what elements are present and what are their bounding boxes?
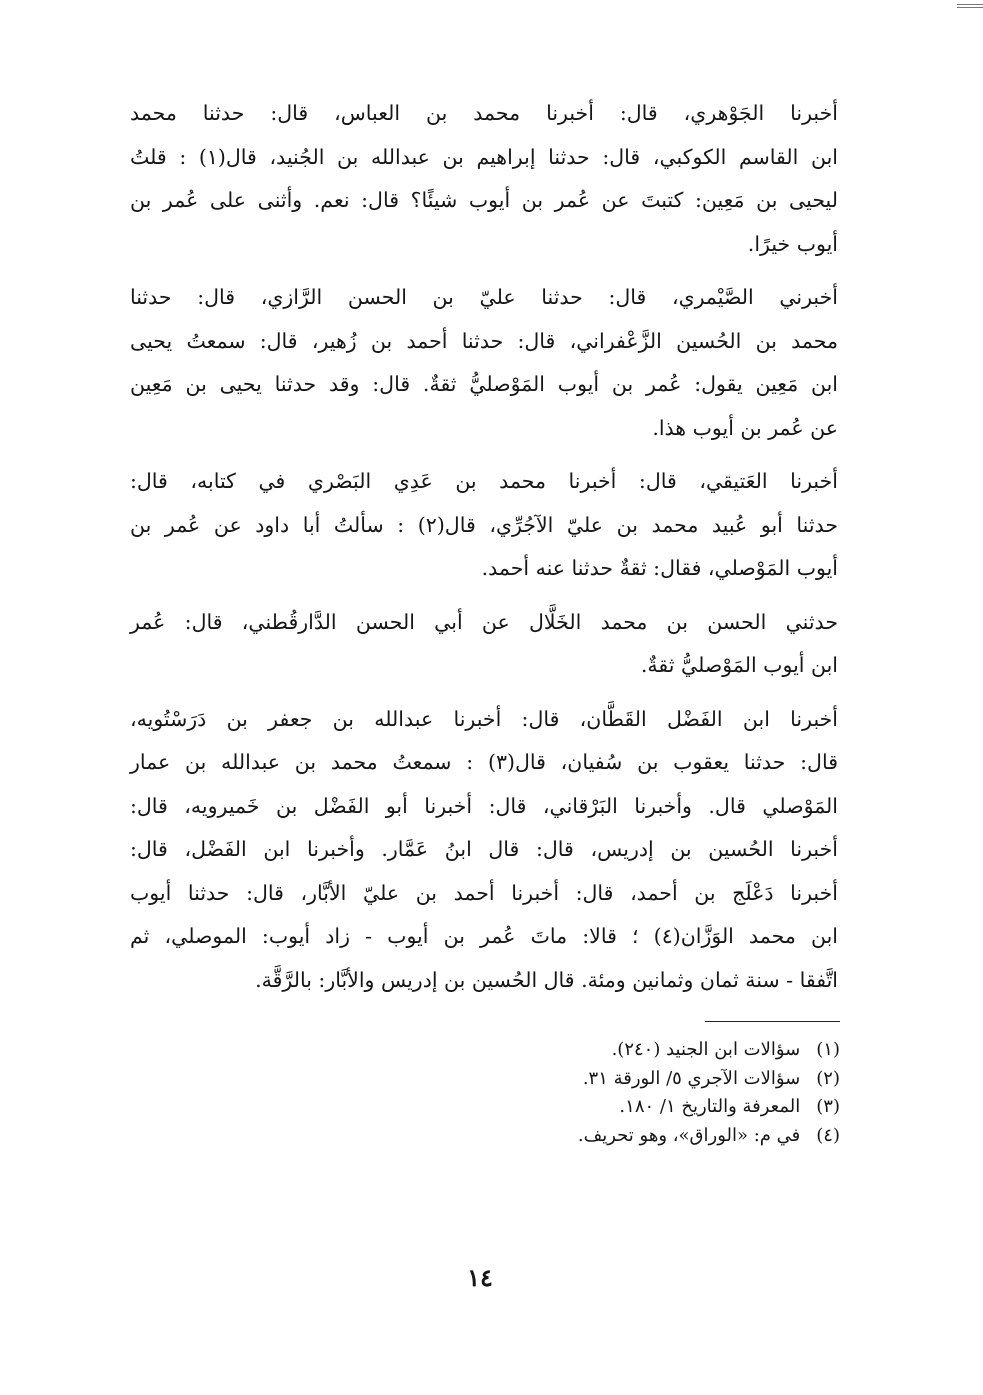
- text-line: اتَّفقا - سنة ثمان وثمانين ومئة. قال الحُسين بن إدريس والأبَّار: بالرَّقَّة.: [255, 967, 838, 992]
- corner-mark: [957, 4, 983, 8]
- footnote-number: (١): [816, 1039, 840, 1060]
- text-line: أيوب خيرًا.: [747, 231, 838, 256]
- footnote: [300, 1122, 840, 1151]
- paragraph: [130, 601, 838, 688]
- text-line: أيوب المَوْصلي، فقال: ثقةٌ حدثنا عنه أحمد.: [481, 556, 838, 580]
- text-line: حدثني الحسن بن محمد الخَلَّال عن أبي الحسن الدَّارقُطني، قال: عُمر: [130, 609, 838, 634]
- text-line: أخبرنا الجَوْهري، قال: أخبرنا محمد بن العباس، قال: حدثنا محمد: [130, 101, 838, 125]
- text-line: المَوْصلي قال. وأخبرنا البَرْقاني، قال: أخبرنا أبو الفَضْل بن خَميرويه، قال:: [130, 793, 838, 818]
- footnote-text: سؤالات الآجري ٥/ الورقة ٣١.: [582, 1067, 801, 1089]
- paragraph: [130, 698, 838, 1003]
- footnote: [300, 1093, 840, 1122]
- footnote-text: سؤالات ابن الجنيد (٢٤٠).: [611, 1039, 801, 1060]
- main-text: [130, 92, 838, 1002]
- footnote-text: المعرفة والتاريخ ١/ ١٨٠.: [619, 1096, 801, 1117]
- paragraph: [130, 92, 838, 266]
- footnotes: [300, 1036, 840, 1150]
- footnote-number: (٢): [816, 1067, 840, 1089]
- text-line: ابن القاسم الكوكبي، قال: حدثنا إبراهيم بن عبدالله بن الجُنيد، قال(١) : قلتُ: [130, 144, 838, 169]
- text-line: أخبرنا ابن الفَضْل القَطَّان، قال: أخبرنا عبدالله بن جعفر بن دَرَسْتُويه،: [130, 706, 838, 731]
- text-line: ابن محمد الوَزَّان(٤) ؛ قالا: ماتَ عُمر بن أيوب - زاد أيوب: الموصلي، ثم: [130, 924, 838, 948]
- text-line: أخبرنا العَتيقي، قال: أخبرنا محمد بن عَدِي البَصْري في كتابه، قال:: [130, 469, 838, 493]
- footnote: [300, 1036, 840, 1065]
- text-line: أخبرنا دَعْلَج بن أحمد، قال: أخبرنا أحمد بن عليّ الأبَّار، قال: حدثنا أيوب: [130, 880, 838, 905]
- page-number: ١٤: [467, 1263, 493, 1292]
- footnote-text: في م: «الوراق»، وهو تحريف.: [577, 1124, 801, 1146]
- footnote-number: (٣): [816, 1096, 840, 1117]
- text-line: أخبرنا الحُسين بن إدريس، قال: قال ابنُ عَمَّار. وأخبرنا ابن الفَضْل، قال:: [130, 837, 838, 861]
- paragraph: [130, 460, 838, 591]
- footnote: [300, 1065, 840, 1094]
- text-line: قال: حدثنا يعقوب بن سُفيان، قال(٣) : سمعتُ محمد بن عبدالله بن عمار: [130, 750, 838, 774]
- text-line: أخبرني الصَّيْمري، قال: حدثنا عليّ بن الحسن الرَّازي، قال: حدثنا: [130, 285, 838, 309]
- text-line: عن عُمر بن أيوب هذا.: [652, 415, 838, 440]
- footnote-number: (٤): [816, 1124, 840, 1146]
- text-line: ليحيى بن مَعِين: كتبتَ عن عُمر بن أيوب شيئًا؟ قال: نعم. وأثنى على عُمر بن: [130, 188, 838, 212]
- footnote-separator: [705, 1021, 840, 1022]
- text-line: ابن أيوب المَوْصليُّ ثقةٌ.: [640, 653, 838, 677]
- text-line: ابن مَعِين يقول: عُمر بن أيوب المَوْصليُّ ثقةٌ. قال: وقد حدثنا يحيى بن مَعِين: [130, 372, 838, 396]
- text-line: محمد بن الحُسين الزَّعْفراني، قال: حدثنا أحمد بن زُهير، قال: سمعتُ يحيى: [130, 328, 838, 353]
- text-line: حدثنا أبو عُبيد محمد بن عليّ الآجُرِّي، قال(٢) : سألتُ أبا داود عن عُمر بن: [130, 512, 838, 537]
- paragraph: [130, 276, 838, 450]
